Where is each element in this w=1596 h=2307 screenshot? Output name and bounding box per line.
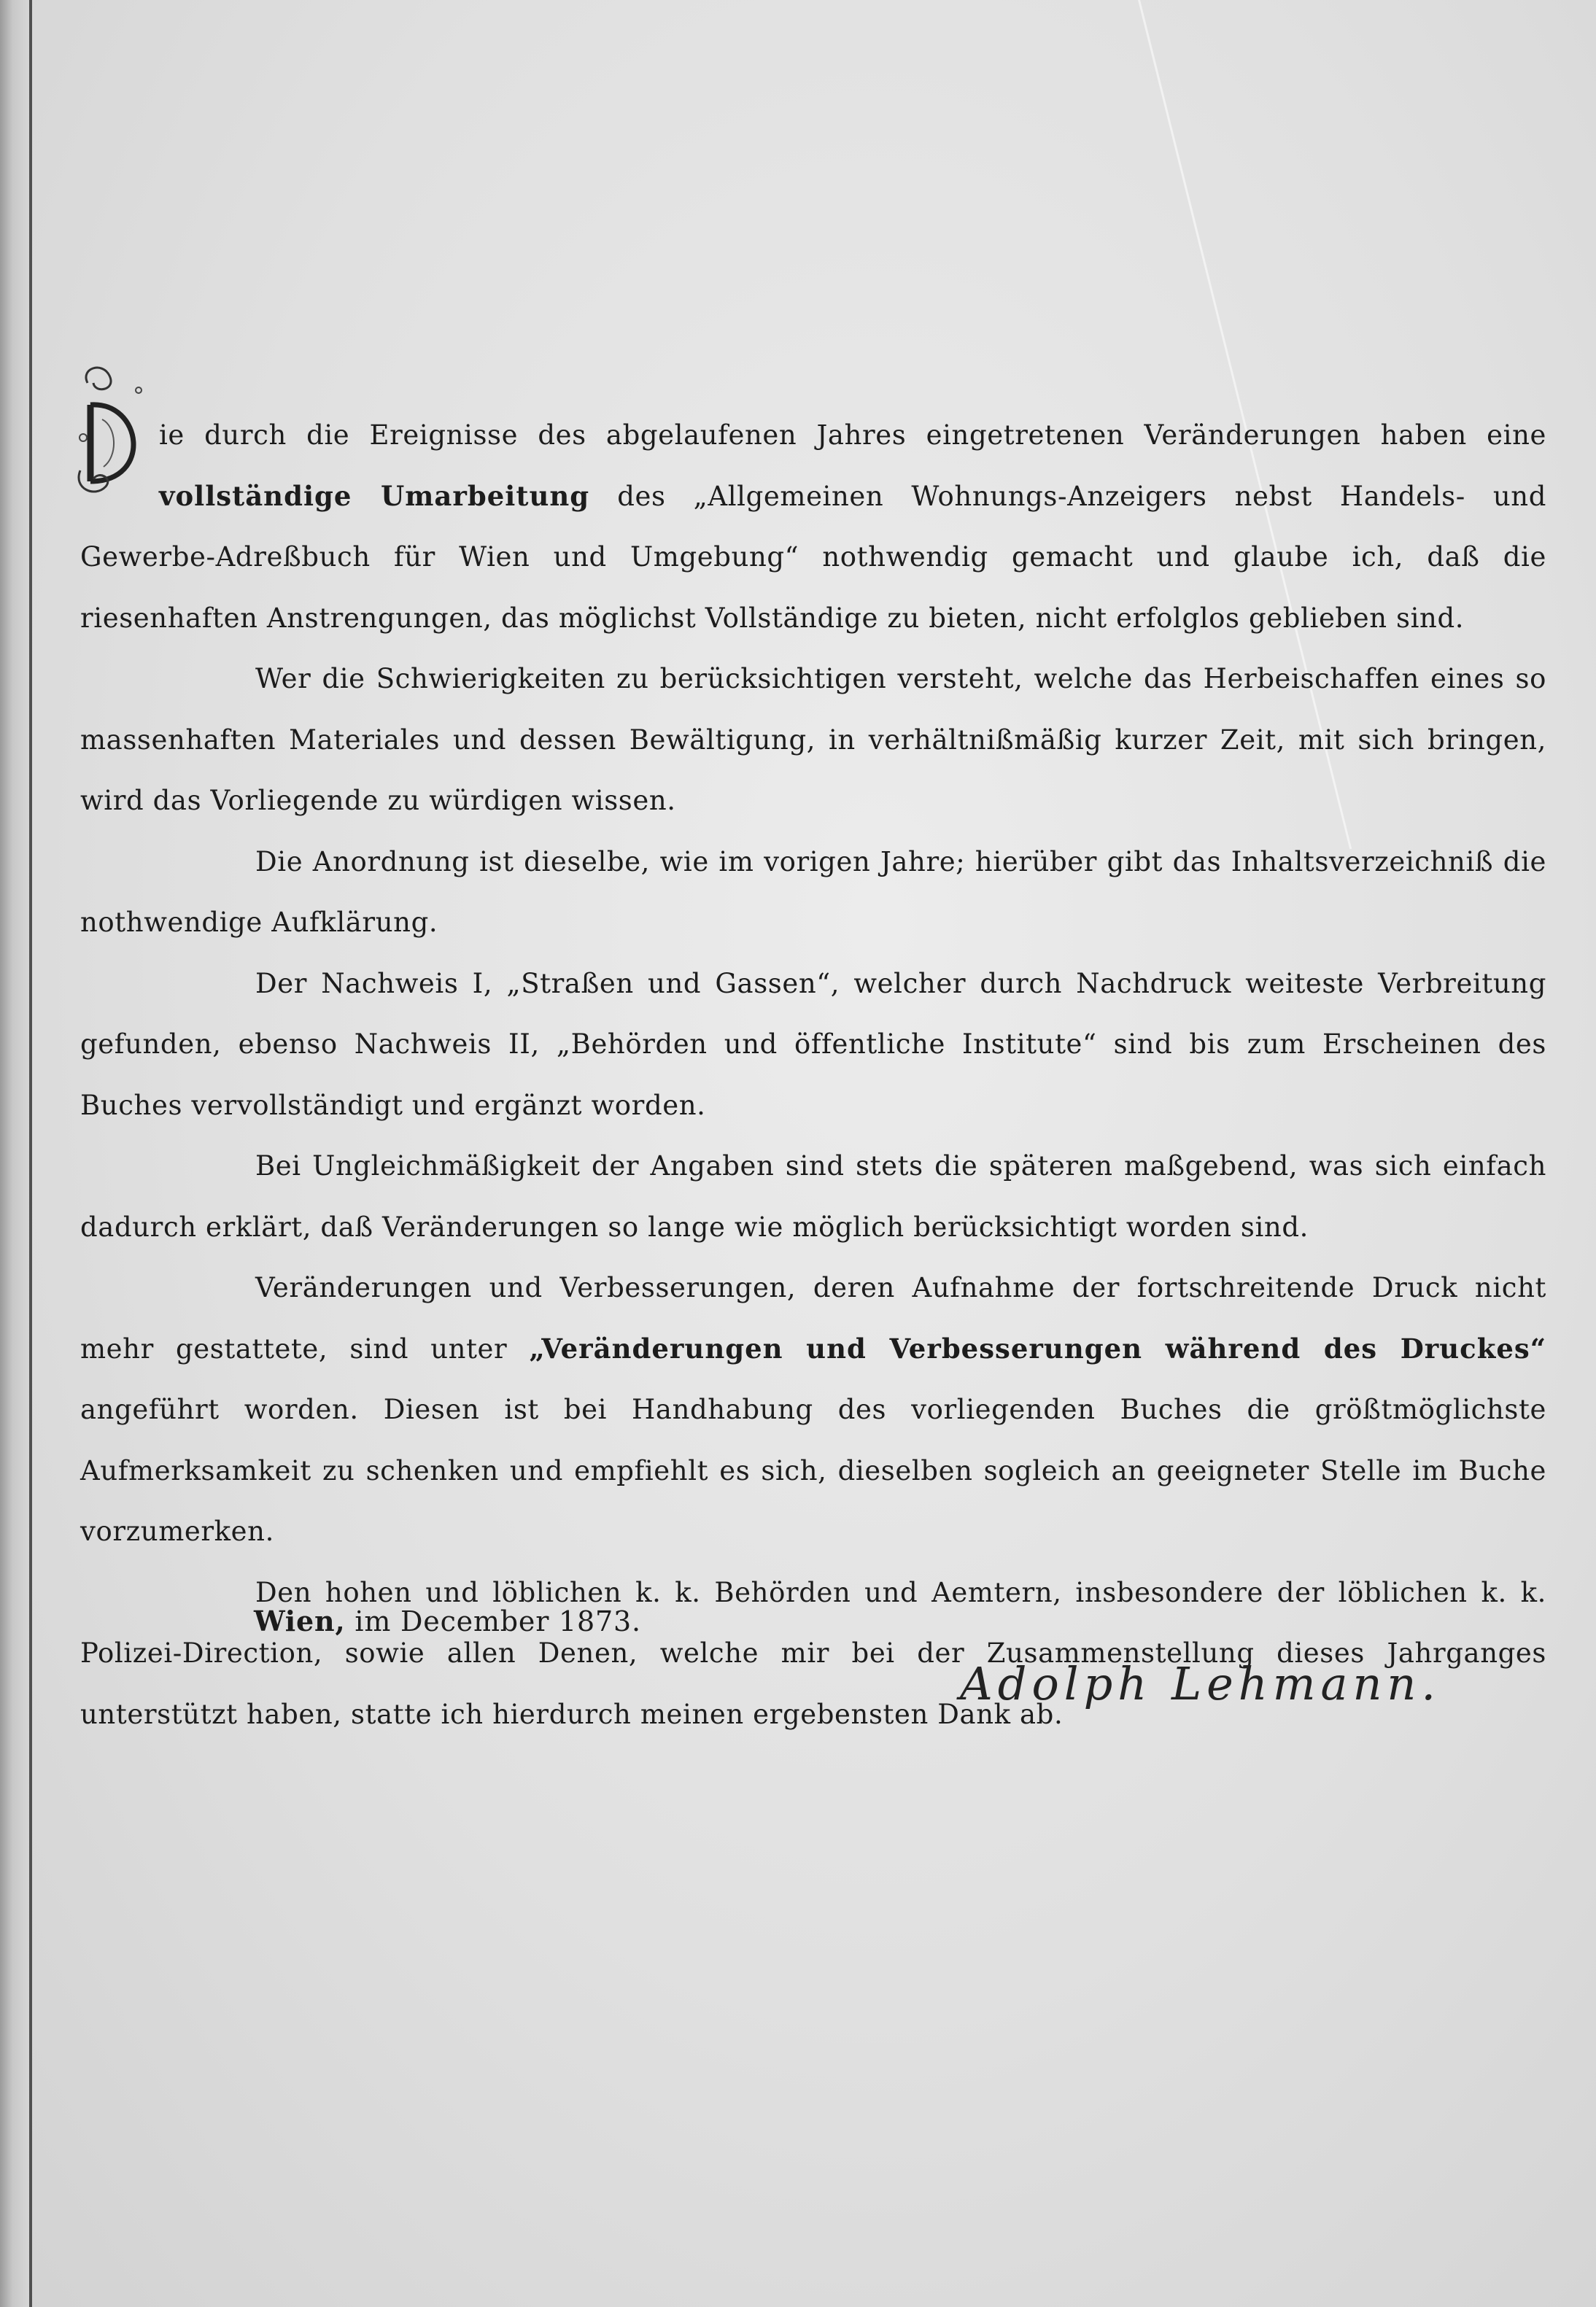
dateline-city: Wien, — [254, 1605, 346, 1637]
left-page-edge-line — [29, 0, 32, 2307]
preface-text — [80, 405, 1546, 1745]
paragraph-6 — [80, 1257, 1546, 1562]
paragraph-7: Den hohen und löblichen k. k. Behörden und Aemtern, insbesondere der löblichen k. k. Polizei-Direction, sowie allen Denen, welche mir bei der Zusammenstellung dieses Jahrganges unterstützt haben, statte ich hierdurch meinen ergebensten Dank ab. — [80, 1576, 1546, 1730]
ornamental-dropcap-d-icon — [73, 361, 155, 500]
paragraph-1-rest: des „Allgemeinen Wohnungs-Anzeigers nebst Handels- und Gewerbe-Adreßbuch für Wien und Umgebung“ nothwendig gemacht und glaube ich, daß die riesenhaften Anstrengungen, das möglichst Vollständige zu bieten, nicht erfolglos geblieben sind. — [80, 480, 1547, 634]
paragraph-2: Wer die Schwierigkeiten zu berücksichtigen versteht, welche das Herbeischaffen eines so massenhaften Materiales und dessen Bewältigung, in verhältnißmäßig kurzer Zeit, mit sich bringen, wird das Vorliegende zu würdigen wissen. — [80, 663, 1546, 816]
paragraph-6-lead: Veränderungen und Verbesserungen, deren Aufnahme der fortschreitende Druck nicht mehr gestattete, sind unter — [80, 1272, 1546, 1365]
paragraph-1-emphasis: vollständige Umarbeitung — [159, 479, 590, 512]
paragraph-3: Die Anordnung ist dieselbe, wie im vorigen Jahre; hierüber gibt das Inhaltsverzeichniß die nothwendige Aufklärung. — [80, 845, 1546, 938]
dateline-date: im December 1873. — [345, 1605, 641, 1637]
paragraph-6-emphasis: „Veränderungen und Verbesserungen während des Druckes“ — [529, 1332, 1546, 1365]
paragraph-1-lead: ie durch die Ereignisse des abgelaufenen Jahres eingetretenen Veränderungen haben eine — [159, 419, 1546, 451]
dateline — [254, 1605, 641, 1637]
binding-shadow — [0, 0, 32, 2307]
paragraph-6-rest: angeführt worden. Diesen ist bei Handhabung des vorliegenden Buches die größtmöglichste Aufmerksamkeit zu schenken und empfiehlt es sich, dieselben sogleich an geeigneter Stelle im Buche vorzumerken. — [80, 1394, 1546, 1547]
paragraph-4: Der Nachweis I, „Straßen und Gassen“, welcher durch Nachdruck weiteste Verbreitung gefunden, ebenso Nachweis II, „Behörden und öffentliche Institute“ sind bis zum Erscheinen des Buches vervollständigt und ergänzt worden. — [80, 967, 1546, 1121]
signature: Adolph Lehmann. — [960, 1657, 1441, 1710]
paragraph-1 — [80, 405, 1546, 648]
paragraph-5: Bei Ungleichmäßigkeit der Angaben sind stets die späteren maßgebend, was sich einfach dadurch erklärt, daß Veränderungen so lange wie möglich berücksichtigt worden sind. — [80, 1150, 1546, 1243]
